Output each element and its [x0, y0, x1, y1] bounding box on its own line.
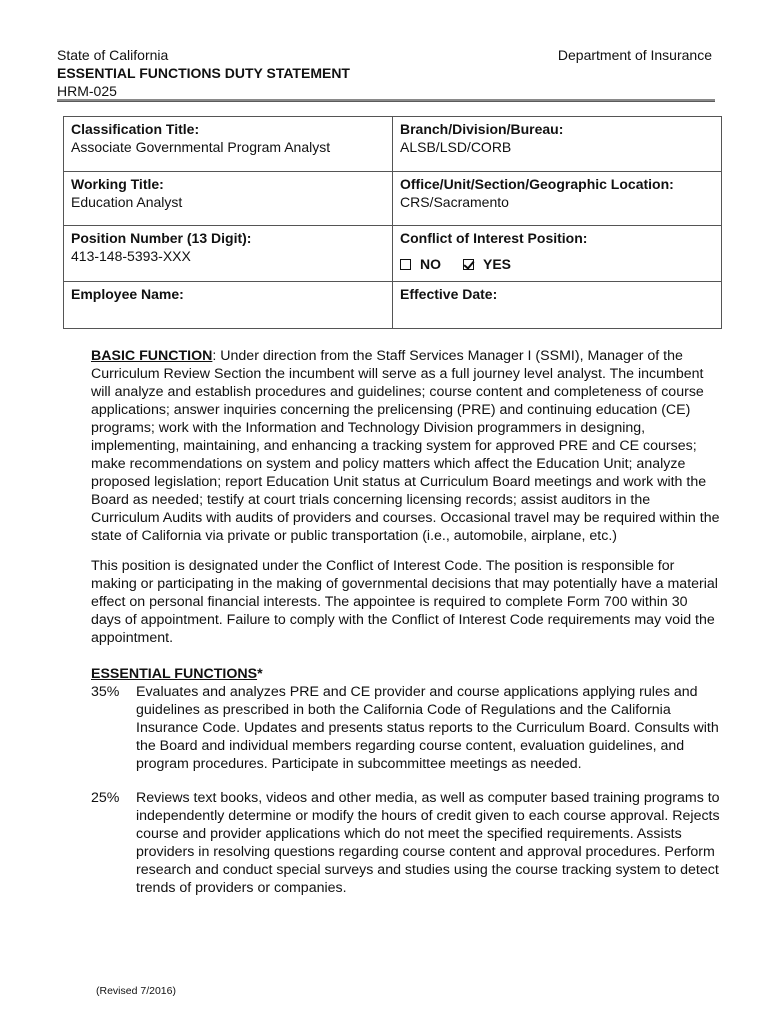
header-top-row [57, 46, 712, 64]
classification-cell [64, 117, 393, 172]
effective-date-cell[interactable] [393, 282, 722, 329]
revision-note: (Revised 7/2016) [96, 985, 176, 997]
basic-function-paragraph [91, 347, 721, 545]
function-percent: 25% [91, 790, 120, 806]
department-name: Department of Insurance [557, 47, 712, 63]
effective-date-label: Effective Date: [400, 286, 498, 302]
branch-cell [393, 117, 722, 172]
state-name: State of California [57, 47, 169, 63]
branch-value: ALSB/LSD/CORB [400, 139, 512, 155]
office-label: Office/Unit/Section/Geographic Location: [400, 176, 674, 192]
document-header [57, 46, 712, 100]
essential-functions-heading-row [91, 665, 721, 683]
branch-label: Branch/Division/Bureau: [400, 121, 564, 137]
document-title: ESSENTIAL FUNCTIONS DUTY STATEMENT [57, 65, 350, 81]
office-cell [393, 172, 722, 226]
conflict-of-interest-paragraph: This position is designated under the Conflict of Interest Code. The position is responsible for making or participating in the making of governmental decisions that may potentially have a material effect on personal financial interests. The appointee is required to complete Form 700 within 30 days of appointment. Failure to comply with the Conflict of Interest Code requirements may void the appointment. [91, 558, 718, 646]
office-value: CRS/Sacramento [400, 194, 509, 210]
position-number-value: 413-148-5393-XXX [71, 248, 191, 264]
function-text: Evaluates and analyzes PRE and CE provider and course applications applying rules and guidelines as prescribed in both the California Code of Regulations and the California Insurance Code. Updates and presents status reports to the Curriculum Board. Consults with the Board and individual members regarding course content, evaluation guidelines, and program procedures. Participate in subcommittee meetings as needed. [136, 684, 719, 772]
essential-functions-section [91, 665, 721, 897]
form-number: HRM-025 [57, 83, 117, 99]
function-text: Reviews text books, videos and other media, as well as computer based training programs to independently determine or modify the hours of credit given to each course approval. Rejects course and provider applications which do not meet the specified requirements. Assists providers in resolving questions regarding course content and approval procedures. Perform research and conduct special surveys and studies using the course tracking system to detect trends of providers or companies. [136, 790, 720, 896]
classification-value: Associate Governmental Program Analyst [71, 139, 331, 155]
position-info-table [63, 116, 722, 329]
position-number-cell [64, 226, 393, 282]
yes-option [463, 255, 511, 273]
header-divider [57, 99, 715, 102]
employee-name-label: Employee Name: [71, 286, 184, 302]
employee-name-cell[interactable] [64, 282, 393, 329]
conflict-of-interest-cell [393, 226, 722, 282]
conflict-of-interest-options [400, 255, 714, 273]
yes-label: YES [483, 256, 512, 272]
essential-functions-heading: ESSENTIAL FUNCTIONS [91, 666, 258, 682]
basic-function-text: : Under direction from the Staff Services Manager I (SSMI), Manager of the Curriculum Review Section the incumbent will serve as a full journey level analyst. The incumbent will analyze and establish procedures and guidelines; course content and completeness of course applications; answer inquiries concerning the prelicensing (PRE) and continuing education (CE) programs; work with the Information and Technology Division programmers in designing, implementing, maintaining, and enhancing a tracking system for approved PRE and CE courses; make recommendations on system and policy matters which affect the Education Unit; analyze proposed legislation; report Education Unit status at Curriculum Board meetings and work with the Board as needed; testify at court trials concerning licensing records; assist auditors in the Curriculum Audits with audits of providers and courses. Occasional travel may be required within the state of California via private or public transportation (i.e., automobile, airplane, etc.) [91, 348, 720, 544]
function-percent: 35% [91, 684, 120, 700]
document-body [91, 347, 721, 897]
no-checkbox[interactable] [400, 259, 411, 270]
position-number-label: Position Number (13 Digit): [71, 230, 252, 246]
basic-function-heading: BASIC FUNCTION [91, 348, 213, 364]
working-title-cell [64, 172, 393, 226]
function-item [91, 789, 721, 897]
working-title-value: Education Analyst [71, 194, 183, 210]
working-title-label: Working Title: [71, 176, 164, 192]
essential-functions-asterisk: * [257, 666, 263, 682]
yes-checkbox[interactable] [463, 259, 474, 270]
no-label: NO [420, 256, 441, 272]
classification-label: Classification Title: [71, 121, 200, 137]
function-item [91, 683, 721, 773]
conflict-of-interest-label: Conflict of Interest Position: [400, 230, 588, 246]
